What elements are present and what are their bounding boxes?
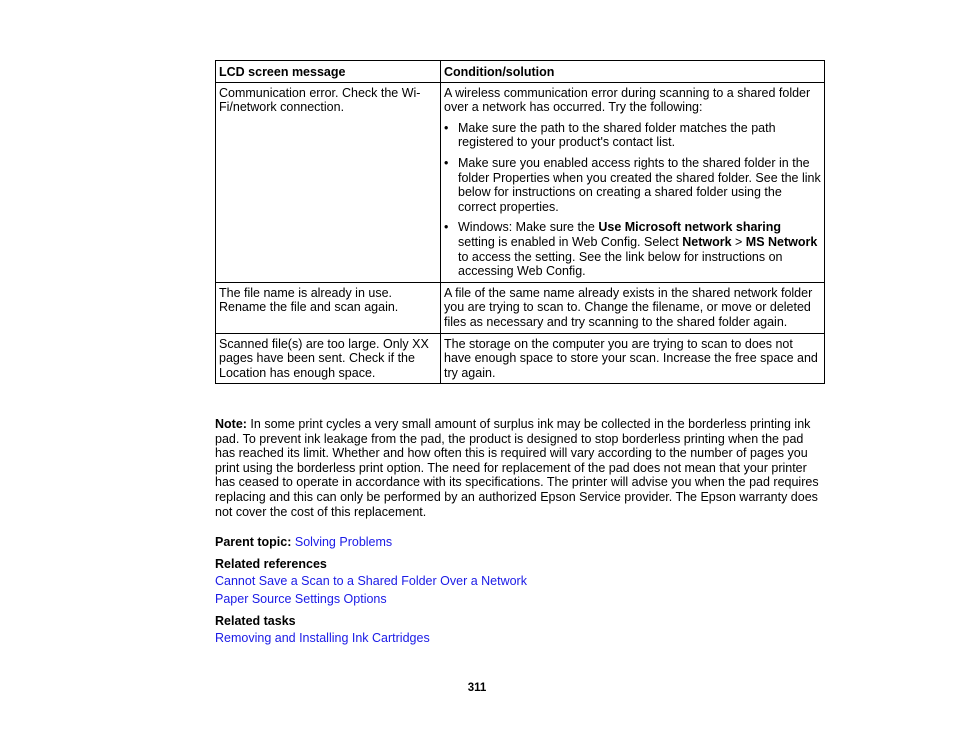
bold-menu-ms-network: MS Network: [745, 234, 818, 249]
related-task-link[interactable]: Removing and Installing Ink Cartridges: [215, 631, 430, 645]
list-item: [444, 220, 821, 278]
page-number: 311: [467, 682, 487, 694]
table-row: [216, 333, 825, 384]
lcd-message-text: Scanned file(s) are too large. Only XX pages have been sent. Check if the Location has enough space.: [219, 336, 429, 380]
bullet-text-part: to access the setting. See the link below for instructions on accessing Web Config.: [458, 249, 783, 279]
note-text: In some print cycles a very small amount of surplus ink may be collected in the borderless printing ink pad. To prevent ink leakage from the pad, the product is designed to stop borderless printing when the pad has reached its limit. Whether and how often this is required will vary according to the number of pages you print using the borderless print option. The need for replacement of the pad does not mean that your printer has ceased to operate in accordance with its specifications. The printer will advise you when the pad requires replacing and this can only be performed by an authorized Epson Service provider. The Epson warranty does not cover the cost of this replacement.: [215, 417, 819, 519]
lcd-message-table: [215, 60, 825, 384]
bullet-text-part: >: [731, 234, 746, 249]
lcd-message-cell: [216, 333, 441, 384]
bullet-icon: •: [444, 155, 449, 170]
column-header-condition-solution: Condition/solution: [441, 61, 825, 83]
solution-text: The storage on the computer you are trying to scan to does not have enough space to store your scan. Increase the free space and try again.: [444, 336, 818, 380]
solution-cell: [441, 282, 825, 333]
lcd-message-text: The file name is already in use. Rename the file and scan again.: [219, 285, 399, 315]
parent-topic-link[interactable]: Solving Problems: [294, 535, 393, 549]
table-row: [216, 282, 825, 333]
lcd-message-text: Communication error. Check the Wi-Fi/network connection.: [219, 85, 421, 115]
bullet-text-part: setting is enabled in Web Config. Select: [458, 234, 683, 249]
bullet-text: [458, 220, 817, 278]
related-tasks-heading: Related tasks: [215, 614, 296, 628]
table-row: [216, 82, 825, 282]
related-reference-link[interactable]: Paper Source Settings Options: [215, 592, 387, 606]
solution-intro-text: A wireless communication error during scanning to a shared folder over a network has occurred. Try the following:: [444, 85, 811, 115]
parent-topic-label: Parent topic:: [215, 535, 292, 549]
bullet-icon: •: [444, 220, 449, 235]
solution-text: A file of the same name already exists in the shared network folder you are trying to scan to. Change the filename, or move or deleted files as necessary and try scanning to the shared folder again.: [444, 285, 813, 329]
solution-cell: [441, 333, 825, 384]
related-references-heading: Related references: [215, 557, 327, 571]
note-paragraph: [215, 417, 821, 519]
note-label: Note:: [215, 417, 247, 431]
bullet-icon: •: [444, 120, 449, 135]
solution-bullet-list: [444, 121, 821, 279]
list-item: [444, 156, 821, 214]
table-header-row: [216, 61, 825, 83]
bullet-text: Make sure you enabled access rights to the shared folder in the folder Properties when you created the shared folder. See the link below for instructions on creating a shared folder using the correct properties.: [458, 155, 821, 214]
bullet-text: Make sure the path to the shared folder matches the path registered to your product's contact list.: [458, 120, 776, 150]
lcd-message-cell: [216, 282, 441, 333]
column-header-lcd-message: LCD screen message: [216, 61, 441, 83]
bullet-text-part: Windows: Make sure the: [458, 220, 599, 235]
related-reference-link[interactable]: Cannot Save a Scan to a Shared Folder Over a Network: [215, 574, 527, 588]
bold-menu-network: Network: [682, 234, 732, 249]
solution-cell: [441, 82, 825, 282]
lcd-message-cell: [216, 82, 441, 282]
list-item: [444, 121, 821, 150]
parent-topic: [215, 535, 392, 550]
bold-setting-name: Use Microsoft network sharing: [598, 220, 782, 235]
